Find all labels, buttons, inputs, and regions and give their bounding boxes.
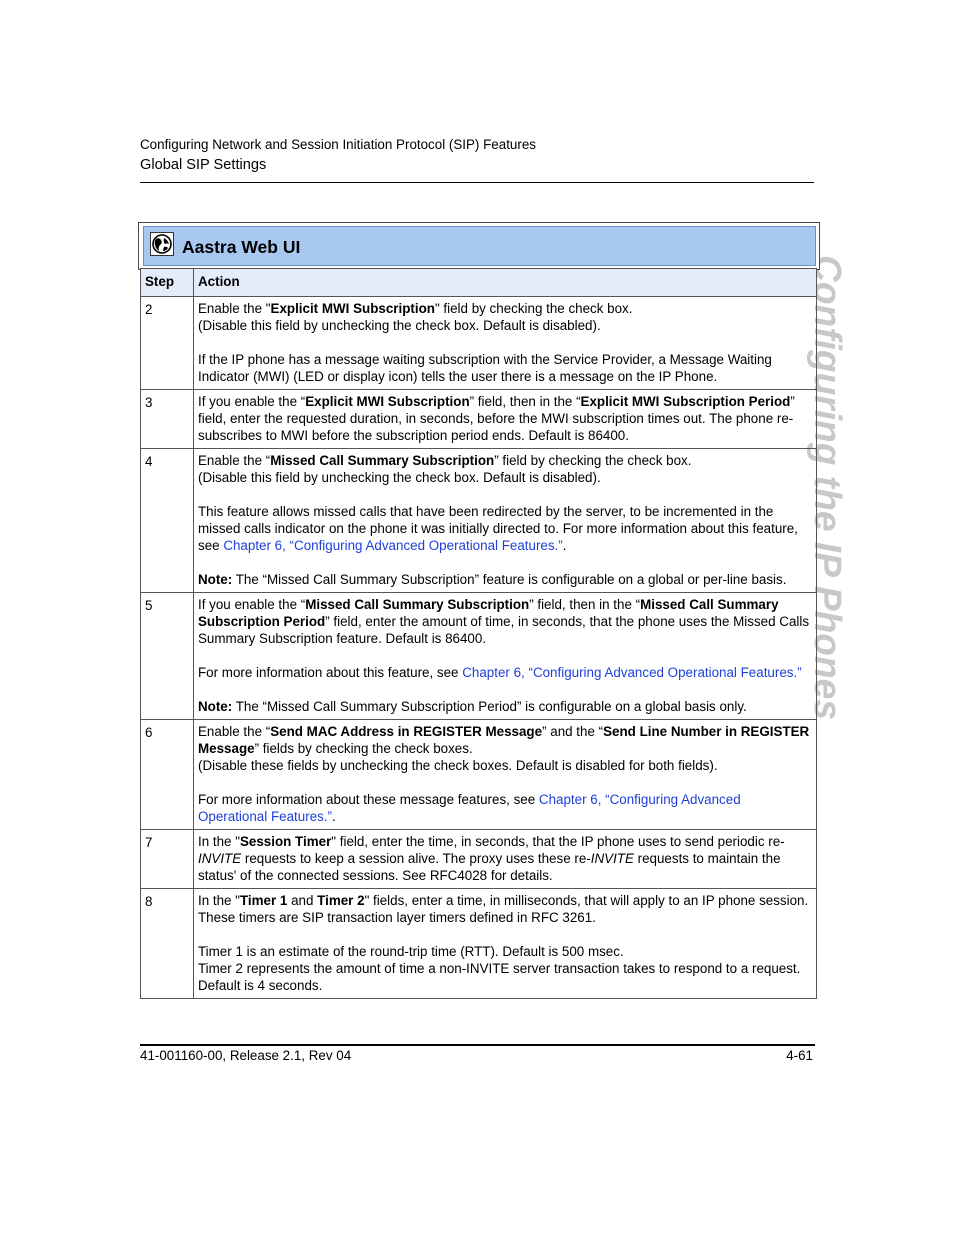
- step-action: If you enable the “Missed Call Summary Subscription” field, then in the “Missed Call Summary Subscription Period” field, enter the amount of time, in seconds, that the phone uses the Missed Calls Summary Subscription feature. Default is 86400. For more information about this feature, see Chapter 6, “Configuring Advanced Operational Features.” Note: The “Missed Call Summary Subscription Period” is configurable on a global basis only.: [194, 593, 817, 720]
- step-number: 6: [141, 720, 194, 830]
- table-row: [141, 449, 817, 593]
- step-number: 2: [141, 297, 194, 390]
- table-row: [141, 720, 817, 830]
- step-action: In the "Session Timer" field, enter the time, in seconds, that the IP phone uses to send periodic re-INVITE requests to keep a session alive. The proxy uses these re-INVITE requests to maintain the status' of the connected sessions. See RFC4028 for details.: [194, 830, 817, 889]
- aastra-web-ui-panel: [138, 222, 820, 270]
- chapter-6-link[interactable]: Chapter 6, “Configuring Advanced Operational Features.”: [462, 665, 802, 680]
- section-header: Global SIP Settings: [140, 157, 267, 173]
- footer-rule: [140, 1044, 815, 1046]
- note-label: Note:: [198, 572, 233, 587]
- field-name: Explicit MWI Subscription: [270, 301, 435, 316]
- step-number: 7: [141, 830, 194, 889]
- step-action: If you enable the “Explicit MWI Subscription” field, then in the “Explicit MWI Subscription Period” field, enter the requested duration, in seconds, before the MWI subscription times out. The phone re-subscribes to MWI before the subscription period ends. Default is 86400.: [194, 390, 817, 449]
- footer-page-number: 4-61: [786, 1048, 813, 1063]
- table-row: [141, 889, 817, 999]
- header-step: Step: [141, 269, 194, 297]
- table-row: [141, 593, 817, 720]
- chapter-6-link[interactable]: Chapter 6, “Configuring Advanced Operational Features.”: [223, 538, 563, 553]
- footer-doc-number: 41-001160-00, Release 2.1, Rev 04: [140, 1048, 352, 1063]
- globe-icon: [150, 232, 174, 256]
- note-label: Note:: [198, 699, 233, 714]
- table-row: [141, 830, 817, 889]
- panel-title: Aastra Web UI: [182, 237, 301, 257]
- side-chapter-title: [806, 255, 855, 731]
- header-rule: [140, 182, 814, 183]
- chapter-header: Configuring Network and Session Initiation Protocol (SIP) Features: [140, 137, 536, 152]
- header-action: Action: [194, 269, 817, 297]
- steps-table: [140, 268, 817, 999]
- step-action: In the "Timer 1 and Timer 2" fields, enter a time, in milliseconds, that will apply to an IP phone session. These timers are SIP transaction layer timers defined in RFC 3261. Timer 1 is an estimate of the round-trip time (RTT). Default is 500 msec. Timer 2 represents the amount of time a non-INVITE server transaction takes to respond to a request. Default is 4 seconds.: [194, 889, 817, 999]
- step-number: 5: [141, 593, 194, 720]
- step-action: Enable the “Missed Call Summary Subscription” field by checking the check box. (Disable this field by unchecking the check box. Default is disabled). This feature allows missed calls that have been redirected by the server, to be incremented in the missed calls indicator on the phone it was initially directed to. For more information about this feature, see Chapter 6, “Configuring Advanced Operational Features.”. Note: The “Missed Call Summary Subscription” feature is configurable on a global or per-line basis.: [194, 449, 817, 593]
- side-chapter-title-text: Configuring the IP Phones: [806, 255, 848, 731]
- step-action: Enable the "Explicit MWI Subscription" field by checking the check box. (Disable this field by unchecking the check box. Default is disabled). If the IP phone has a message waiting subscription with the Service Provider, a Message Waiting Indicator (MWI) (LED or display icon) tells the user there is a message on the IP Phone.: [194, 297, 817, 390]
- step-number: 4: [141, 449, 194, 593]
- step-action: Enable the “Send MAC Address in REGISTER Message” and the “Send Line Number in REGISTER Message” fields by checking the check boxes. (Disable these fields by unchecking the check boxes. Default is disabled for both fields). For more information about these message features, see Chapter 6, “Configuring Advanced Operational Features.”.: [194, 720, 817, 830]
- table-row: [141, 390, 817, 449]
- chapter-6-link[interactable]: Chapter 6, “Configuring Advanced Operational Features.”: [198, 792, 741, 824]
- table-row: [141, 297, 817, 390]
- table-header-row: [141, 269, 817, 297]
- step-number: 8: [141, 889, 194, 999]
- step-number: 3: [141, 390, 194, 449]
